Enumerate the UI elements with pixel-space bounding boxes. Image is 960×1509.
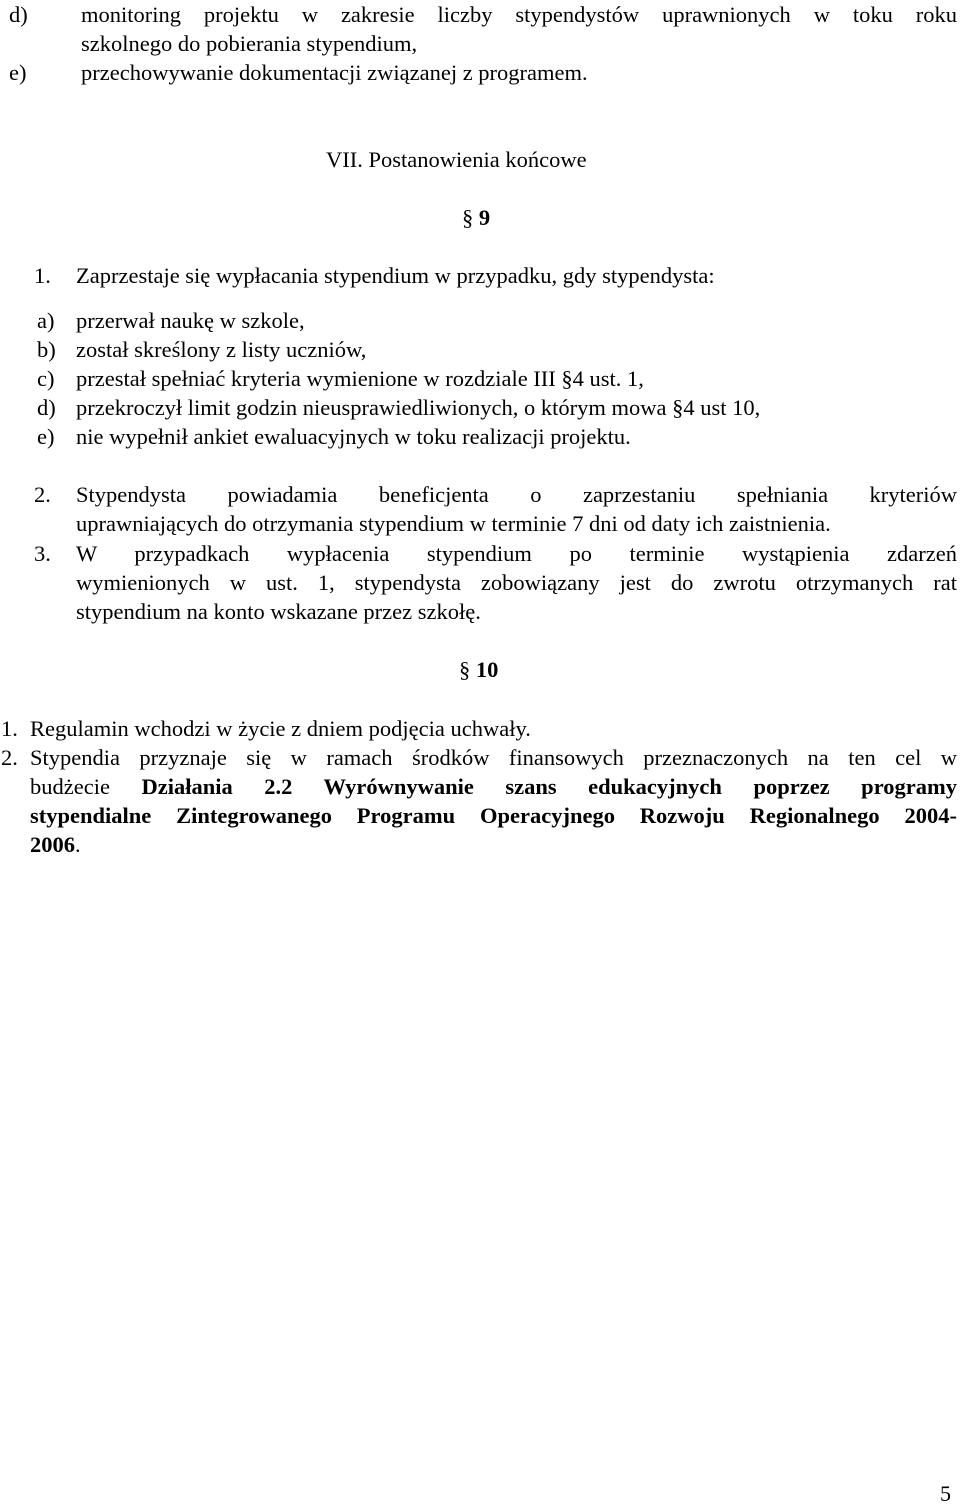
paragraph-symbol: § [459, 657, 471, 682]
subitem-text-e: nie wypełnił ankiet ewaluacyjnych w toku realizacji projektu. [76, 424, 631, 449]
item-text-line4 [30, 830, 81, 859]
item-text-end: . [75, 832, 81, 857]
subitem-label-b: b) [37, 337, 56, 362]
list-item-e-line1: przechowywanie dokumentacji związanej z programem. [81, 60, 588, 85]
item-label: 1. [1, 716, 18, 741]
list-label-e: e) [9, 60, 27, 85]
item-text-line1: Stypendia przyznaje się w ramach środków finansowych przeznaczonych na ten cel w [30, 745, 957, 770]
paragraph-10-heading [459, 655, 498, 684]
list-item-d-line2: szkolnego do pobierania stypendium, [81, 31, 418, 56]
item-label: 3. [34, 541, 51, 566]
paragraph-number: 9 [478, 205, 491, 230]
subitem-text-b: został skreślony z listy uczniów, [76, 337, 367, 362]
item-label: 2. [1, 745, 18, 770]
subitem-text-a: przerwał naukę w szkole, [76, 308, 305, 333]
subitem-label-c: c) [37, 366, 55, 391]
subitem-text-d: przekroczył limit godzin nieusprawiedliwionych, o którym mowa §4 ust 10, [76, 395, 761, 420]
action-name-part3: 2006 [30, 832, 75, 857]
item-text-line2 [30, 772, 957, 801]
item-text-line2: wymienionych w ust. 1, stypendysta zobowiązany jest do zwrotu otrzymanych rat [76, 570, 957, 595]
action-name-part2: stypendialne Zintegrowanego Programu Operacyjnego Rozwoju Regionalnego 2004- [30, 803, 957, 828]
item-label: 2. [34, 482, 51, 507]
item-text-line2: uprawniających do otrzymania stypendium w terminie 7 dni od daty ich zaistnienia. [76, 511, 831, 536]
list-item-d-line1: monitoring projektu w zakresie liczby stypendystów uprawnionych w toku roku [81, 2, 957, 27]
subitem-text-c: przestał spełniać kryteria wymienione w rozdziale III §4 ust. 1, [76, 366, 644, 391]
subitem-label-a: a) [37, 308, 55, 333]
paragraph-symbol: § [462, 205, 474, 230]
subitem-label-d: d) [37, 395, 56, 420]
page-number: 5 [940, 1481, 951, 1506]
item-label: 1. [34, 263, 51, 288]
item-text-line1: W przypadkach wypłacenia stypendium po terminie wystąpienia zdarzeń [76, 541, 957, 566]
item-text-line3: stypendium na konto wskazane przez szkołę. [76, 599, 481, 624]
paragraph-9-heading [462, 203, 490, 232]
list-label-d: d) [9, 2, 28, 27]
subitem-label-e: e) [37, 424, 55, 449]
item-text-line1: Stypendysta powiadamia beneficjenta o zaprzestaniu spełniania kryteriów [76, 482, 957, 507]
item-text: Zaprzestaje się wypłacania stypendium w przypadku, gdy stypendysta: [76, 263, 715, 288]
item-text: Regulamin wchodzi w życie z dniem podjęcia uchwały. [30, 716, 531, 741]
item-text-plain: budżecie [30, 774, 110, 799]
action-name-part1: Działania 2.2 Wyrównywanie szans edukacyjnych poprzez programy [141, 774, 957, 799]
section-title: VII. Postanowienia końcowe [326, 147, 587, 172]
paragraph-number: 10 [475, 657, 499, 682]
